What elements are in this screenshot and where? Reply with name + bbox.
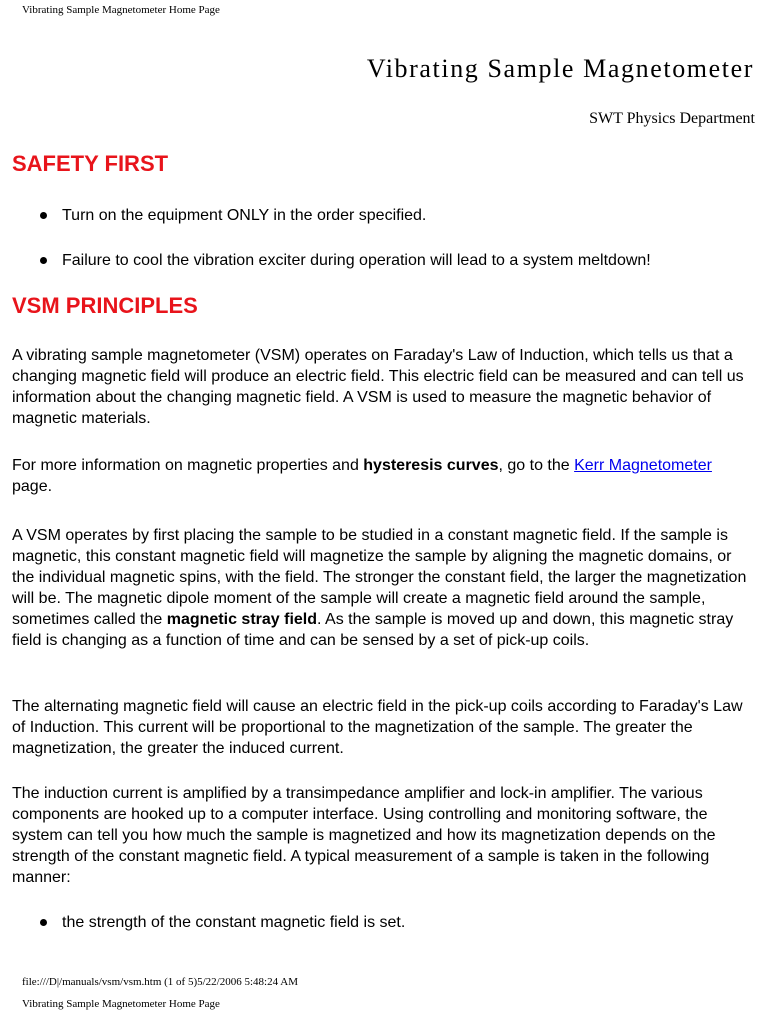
more-info-text: For more information on magnetic properties and bbox=[12, 457, 364, 474]
print-header: Vibrating Sample Magnetometer Home Page bbox=[22, 4, 220, 16]
stray-field-term: magnetic stray field bbox=[166, 611, 318, 628]
intro-paragraph: A vibrating sample magnetometer (VSM) operates on Faraday's Law of Induction, which tells us that a changing magnetic field will produce an electric field. This electric field can be measured and can tell us information about the changing magnetic field. A VSM is used to measure the magnetic behavior of magnetic materials. bbox=[12, 347, 744, 427]
induction-paragraph: The alternating magnetic field will cause an electric field in the pick-up coils according to Faraday's Law of Induction. This current will be proportional to the magnetization of the sample. The greater the magnetization, the greater the induced current. bbox=[12, 698, 743, 757]
safety-list-2 bbox=[40, 250, 758, 271]
operation-text: A VSM operates by first placing the sample to be studied in a constant magnetic field. If the sample is magnetic, this constant magnetic field will magnetize the sample by aligning the magnetic domains, or the individual magnetic spins, with the field. The stronger the constant field, the larger the magnetization will be. The magnetic dipole moment of the sample will create a magnetic field around the sample, sometimes called the bbox=[12, 527, 747, 628]
operation-paragraph bbox=[12, 525, 754, 651]
footer-url: file:///D|/manuals/vsm/vsm.htm (1 of 5)5/22/2006 5:48:24 AM bbox=[22, 976, 298, 988]
more-info-text-3: page. bbox=[12, 478, 53, 495]
more-info-text-2: , go to the bbox=[498, 457, 575, 474]
amplifier-paragraph: The induction current is amplified by a transimpedance amplifier and lock-in amplifier. The various components are hooked up to a computer interface. Using controlling and monitoring software, the system can tell you how much the sample is magnetized and how its magnetization depends on the strength of the constant magnetic field. A typical measurement of a sample is taken in the following manner: bbox=[12, 785, 716, 886]
list-item bbox=[40, 205, 758, 226]
list-item-text: Turn on the equipment ONLY in the order specified. bbox=[62, 207, 427, 224]
list-item-text: Failure to cool the vibration exciter during operation will lead to a system meltdown! bbox=[62, 252, 651, 269]
safety-heading: SAFETY FIRST bbox=[12, 151, 169, 176]
bullet-icon bbox=[40, 919, 47, 926]
more-info-paragraph bbox=[12, 455, 754, 497]
page-title: Vibrating Sample Magnetometer bbox=[366, 54, 754, 83]
bullet-icon bbox=[40, 257, 47, 264]
list-item bbox=[40, 912, 758, 933]
bullet-icon bbox=[40, 212, 47, 219]
department-label: SWT Physics Department bbox=[589, 110, 755, 127]
list-item-text: the strength of the constant magnetic field is set. bbox=[62, 914, 406, 931]
list-item bbox=[40, 250, 758, 271]
kerr-magnetometer-link[interactable]: Kerr Magnetometer bbox=[574, 457, 712, 474]
footer-title: Vibrating Sample Magnetometer Home Page bbox=[22, 998, 220, 1010]
measurement-steps-list bbox=[40, 912, 758, 933]
hysteresis-term: hysteresis curves bbox=[363, 457, 499, 474]
principles-heading: VSM PRINCIPLES bbox=[12, 293, 198, 318]
safety-list bbox=[40, 205, 758, 226]
operation-text-2: . As the sample is moved up and down, this magnetic stray field is changing as a function of time and can be sensed by a set of pick-up coils. bbox=[12, 611, 734, 649]
